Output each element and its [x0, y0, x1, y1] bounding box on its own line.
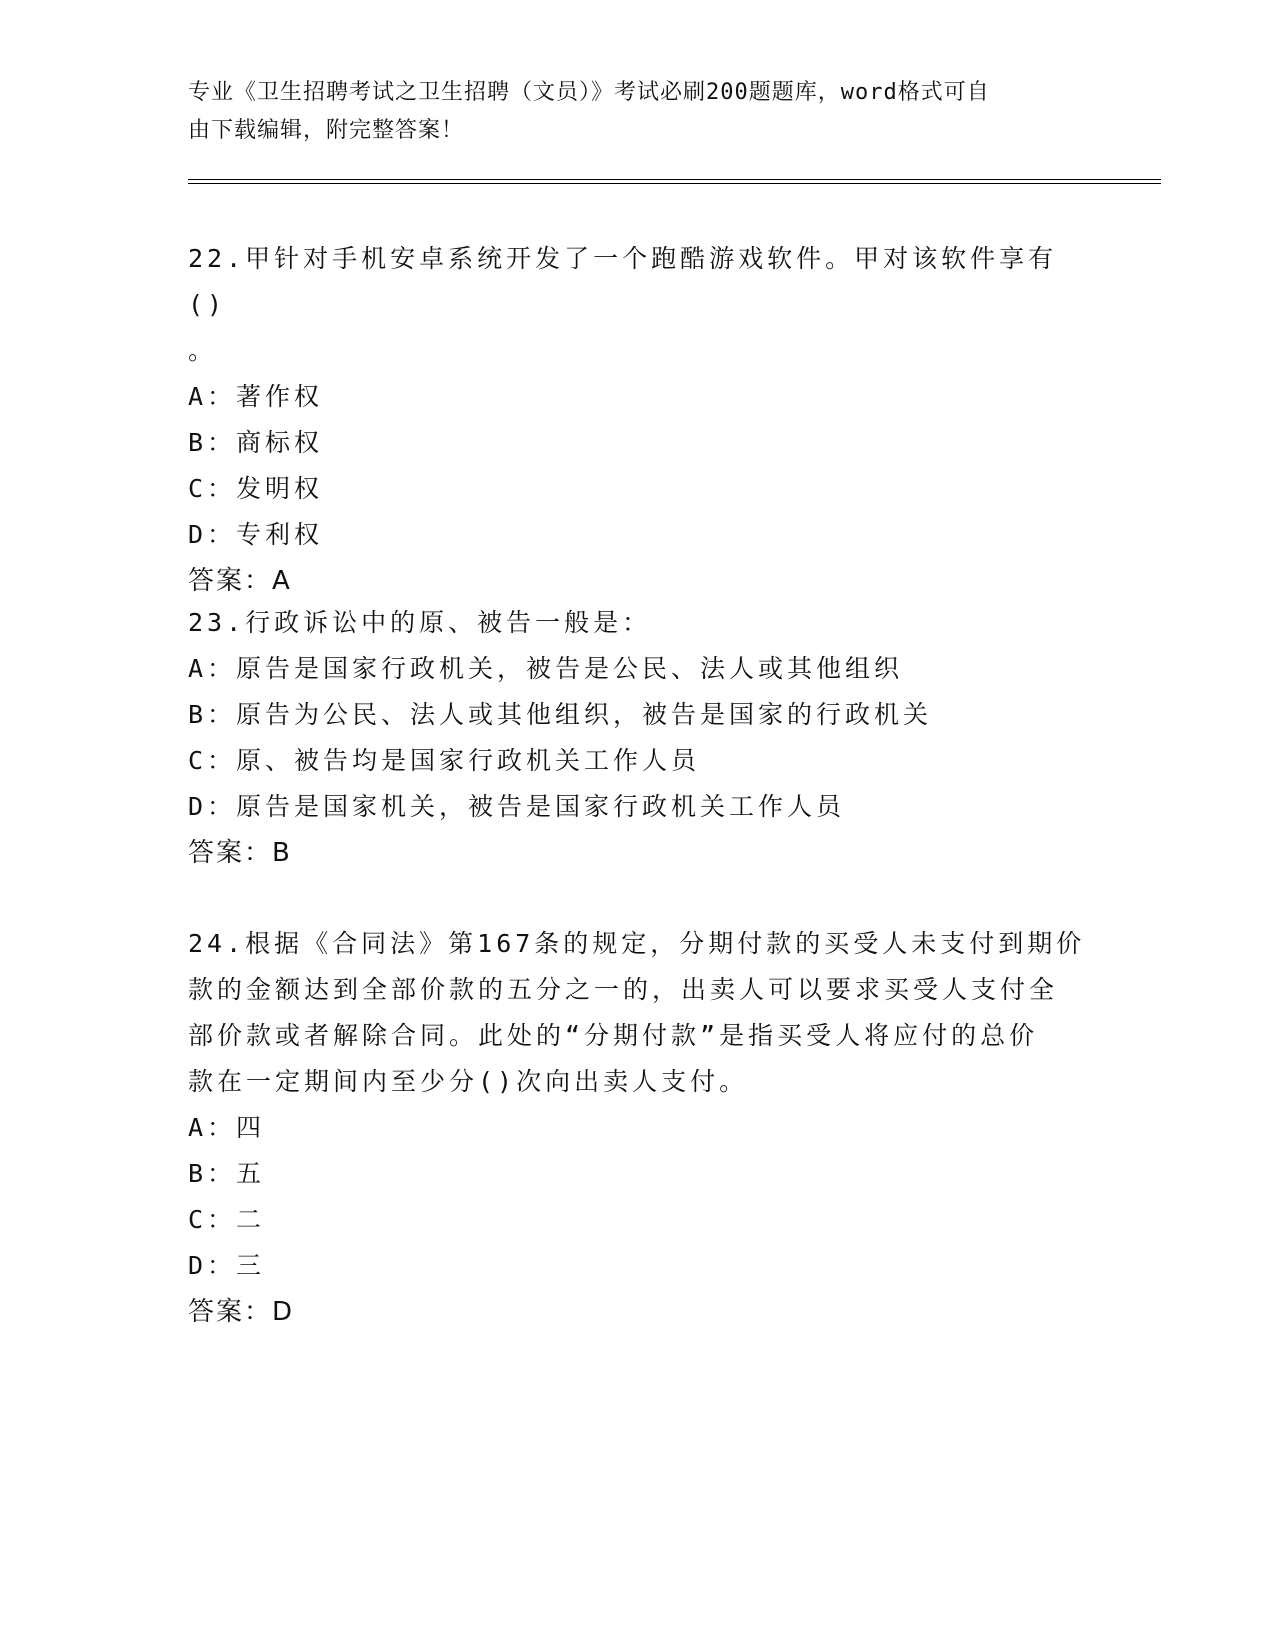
question-stem	[188, 236, 1088, 374]
stem-line: 款在一定期间内至少分()次向出卖人支付。	[188, 1067, 749, 1096]
option-b: B：原告为公民、法人或其他组织，被告是国家的行政机关	[188, 700, 933, 729]
question-stem	[188, 600, 1088, 646]
question-24	[188, 921, 1088, 1335]
stem-line: 22.甲针对手机安卓系统开发了一个跑酷游戏软件。甲对该软件享有()	[188, 244, 1058, 319]
option-b: B：商标权	[188, 428, 324, 457]
stem-line: 24.根据《合同法》第167条的规定，分期付款的买受人未支付到期价	[188, 929, 1086, 958]
stem-line: 款的金额达到全部价款的五分之一的，出卖人可以要求买受人支付全	[188, 975, 1059, 1004]
option-a: A：四	[188, 1113, 266, 1142]
option-c: C：二	[188, 1205, 266, 1234]
answer: 答案：A	[188, 566, 292, 596]
option-b: B：五	[188, 1159, 266, 1188]
question-23	[188, 600, 1088, 876]
option-d: D：专利权	[188, 520, 324, 549]
option-c: C：原、被告均是国家行政机关工作人员	[188, 746, 701, 775]
option-a: A：著作权	[188, 382, 324, 411]
question-stem	[188, 921, 1088, 1105]
option-d: D：原告是国家机关，被告是国家行政机关工作人员	[188, 792, 846, 821]
header-divider-top	[188, 179, 1161, 180]
option-c: C：发明权	[188, 474, 324, 503]
stem-line: 23.行政诉讼中的原、被告一般是：	[188, 608, 652, 637]
question-22	[188, 236, 1088, 604]
stem-line: 部价款或者解除合同。此处的“分期付款”是指买受人将应付的总价	[188, 1021, 1039, 1050]
header-line-1: 专业《卫生招聘考试之卫生招聘（文员）》考试必刷200题题库，word格式可自	[188, 80, 990, 105]
answer: 答案：B	[188, 838, 292, 868]
document-header	[188, 74, 1068, 150]
header-divider-bottom	[188, 183, 1161, 184]
header-line-2: 由下载编辑，附完整答案！	[188, 118, 465, 143]
stem-line: 。	[188, 336, 218, 365]
option-a: A：原告是国家行政机关，被告是公民、法人或其他组织	[188, 654, 904, 683]
answer: 答案：D	[188, 1297, 295, 1327]
option-d: D：三	[188, 1251, 266, 1280]
